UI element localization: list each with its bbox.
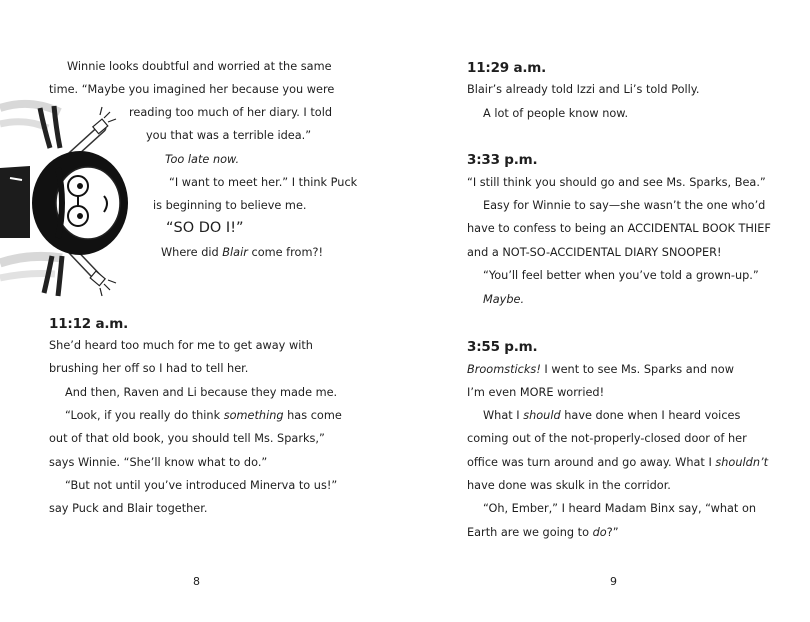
text-line: “But not until you’ve introduced Minerva to us!” [65,479,338,492]
italic-line: Maybe. [483,293,525,306]
text-line [161,246,323,260]
right-page [405,0,810,622]
text-line: out of that old book, you should tell Ms. Sparks,” [49,432,325,445]
text-segment: What I [483,409,524,422]
text-line: Winnie looks doubtful and worried at the same [67,60,332,73]
text-line: have done was skulk in the corridor. [467,479,671,492]
text-segment: come from?! [247,246,323,259]
text-line: “I still think you should go and see Ms. Sparks, Bea.” [467,176,766,189]
emphasis: Blair [222,246,248,259]
emphasis: do [592,526,607,539]
text-line [467,363,734,377]
text-segment: Earth are we going to [467,526,593,539]
text-segment: has come [283,409,342,422]
text-line: time. “Maybe you imagined her because you were [49,83,335,96]
text-line: “I want to meet her.” I think Puck [169,176,358,189]
text-line [483,409,740,423]
text-segment: I went to see Ms. Sparks and now [540,363,734,376]
emphasis: something [223,409,284,422]
text-line: you that was a terrible idea.” [146,129,312,142]
text-line [65,409,342,423]
text-segment: have done when I heard voices [560,409,741,422]
time-heading: 11:29 a.m. [467,60,547,76]
text-segment: ?” [606,526,619,539]
girl-illustration-drawing [0,88,160,308]
text-line: She’d heard too much for me to get away with [49,339,313,352]
emphasis: shouldn’t [715,456,768,469]
text-line [467,456,768,470]
text-line: coming out of the not-properly-closed door of her [467,432,747,445]
text-line: say Puck and Blair together. [49,502,208,515]
text-line: reading too much of her diary. I told [129,106,333,119]
time-heading: 3:55 p.m. [467,339,538,355]
text-line: have to confess to being an ACCIDENTAL BOOK THIEF [467,222,771,235]
emphasis: should [523,409,561,422]
page-number: 9 [610,575,617,588]
text-line: “You’ll feel better when you’ve told a grown-up.” [483,269,759,282]
text-line: And then, Raven and Li because they made me. [65,386,338,399]
page-number: 8 [193,575,200,588]
text-line [467,526,619,540]
text-line: Blair’s already told Izzi and Li’s told Polly. [467,83,700,96]
text-line: I’m even MORE worried! [467,386,605,399]
text-line: Easy for Winnie to say—she wasn’t the one who’d [483,199,766,212]
text-segment: “Look, if you really do think [65,409,224,422]
text-line: says Winnie. “She’ll know what to do.” [49,456,268,469]
text-segment: office was turn around and go away. What I [467,456,716,469]
text-line: brushing her off so I had to tell her. [49,362,249,375]
text-line: A lot of people know now. [483,107,629,120]
emphasis: Broomsticks! [467,363,541,376]
time-heading: 3:33 p.m. [467,152,538,168]
italic-line: Too late now. [165,153,240,166]
time-heading: 11:12 a.m. [49,316,129,332]
text-line: and a NOT-SO-ACCIDENTAL DIARY SNOOPER! [467,246,722,259]
text-segment: Where did [161,246,223,259]
text-line: “Oh, Ember,” I heard Madam Binx say, “what on [483,502,757,515]
shout-line: “SO DO I!” [166,220,244,236]
text-line: is beginning to believe me. [153,199,307,212]
